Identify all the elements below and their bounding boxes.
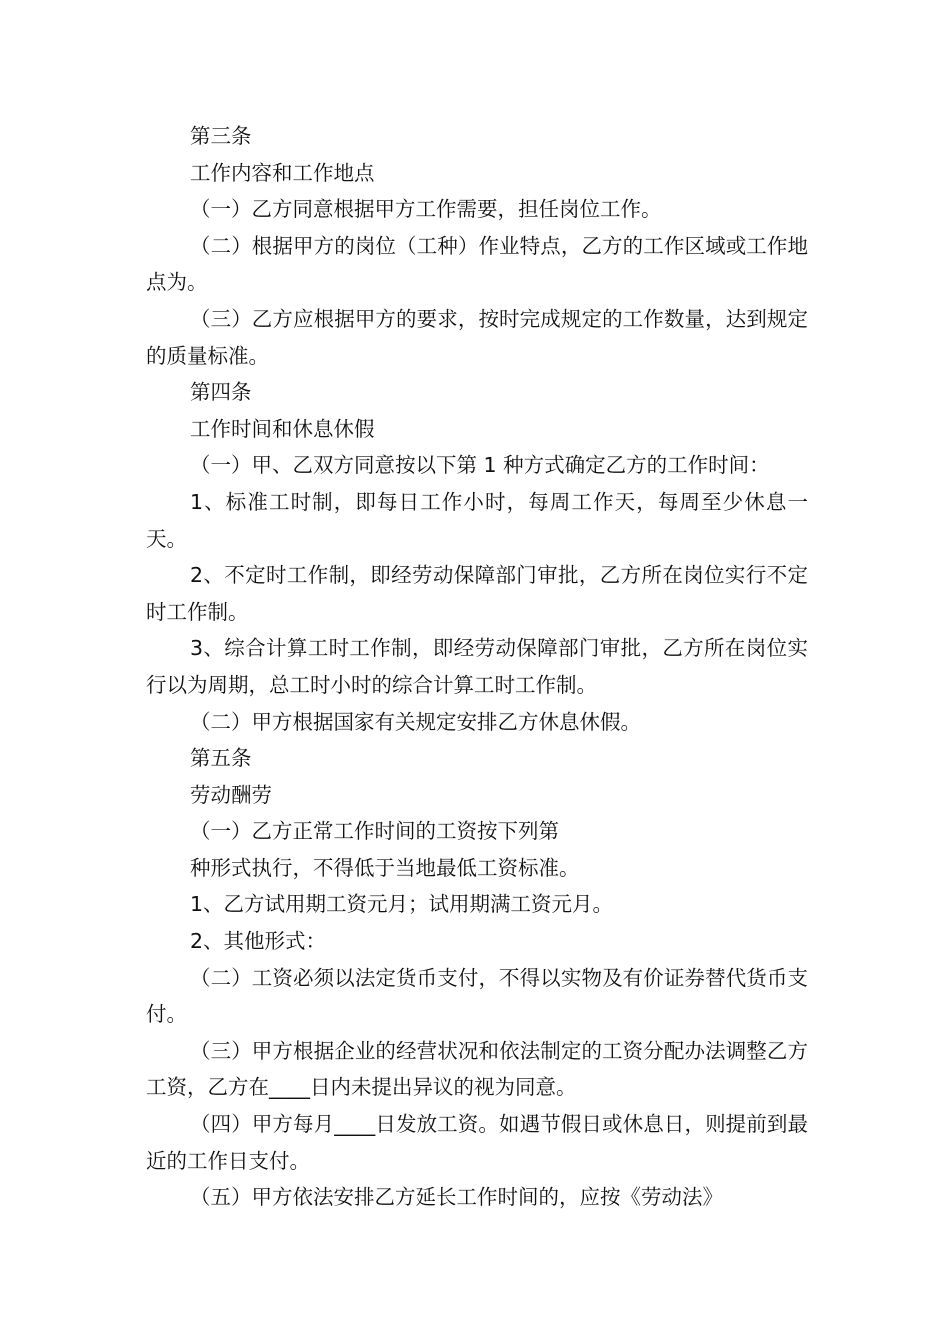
paragraph: 2、不定时工作制，即经劳动保障部门审批，乙方所在岗位实行不定时工作制。 <box>146 563 808 624</box>
article-5-heading: 第五条 <box>190 746 252 771</box>
paragraph: 3、综合计算工时工作制，即经劳动保障部门审批，乙方所在岗位实行以为周期，总工时小时的综合计算工时工作制。 <box>146 636 808 697</box>
article-3-title: 工作内容和工作地点 <box>190 160 375 185</box>
paragraph: （一）甲、乙双方同意按以下第 1 种方式确定乙方的工作时间： <box>190 453 770 478</box>
paragraph: 1、标准工时制，即每日工作小时，每周工作天，每周至少休息一天。 <box>146 489 808 551</box>
paragraph: （五）甲方依法安排乙方延长工作时间的，应按《劳动法》 <box>190 1185 723 1210</box>
paragraph: （二）甲方根据国家有关规定安排乙方休息休假。 <box>190 709 641 734</box>
paragraph: 2、其他形式： <box>190 929 327 954</box>
paragraph: （三）乙方应根据甲方的要求，按时完成规定的工作数量，达到规定的质量标准。 <box>146 306 808 368</box>
paragraph: 种形式执行，不得低于当地最低工资标准。 <box>190 855 580 880</box>
paragraph: （二）根据甲方的岗位（工种）作业特点，乙方的工作区域或工作地点为。 <box>146 233 808 295</box>
paragraph: 1、乙方试用期工资元月；试用期满工资元月。 <box>190 892 614 917</box>
paragraph: （三）甲方根据企业的经营状况和依法制定的工资分配办法调整乙方工资，乙方在____日内未提出异议的视为同意。 <box>146 1038 808 1100</box>
article-4-heading: 第四条 <box>190 380 252 405</box>
paragraph: （四）甲方每月____日发放工资。如遇节假日或休息日，则提前到最近的工作日支付。 <box>146 1112 808 1173</box>
paragraph: （二）工资必须以法定货币支付，不得以实物及有价证券替代货币支付。 <box>146 965 808 1027</box>
paragraph: （一）乙方正常工作时间的工资按下列第 <box>190 819 559 844</box>
article-4-title: 工作时间和休息休假 <box>190 416 375 441</box>
article-3-heading: 第三条 <box>190 124 252 148</box>
paragraph: （一）乙方同意根据甲方工作需要，担任岗位工作。 <box>190 197 662 222</box>
document-body <box>146 118 808 1216</box>
article-5-title: 劳动酬劳 <box>190 782 272 807</box>
